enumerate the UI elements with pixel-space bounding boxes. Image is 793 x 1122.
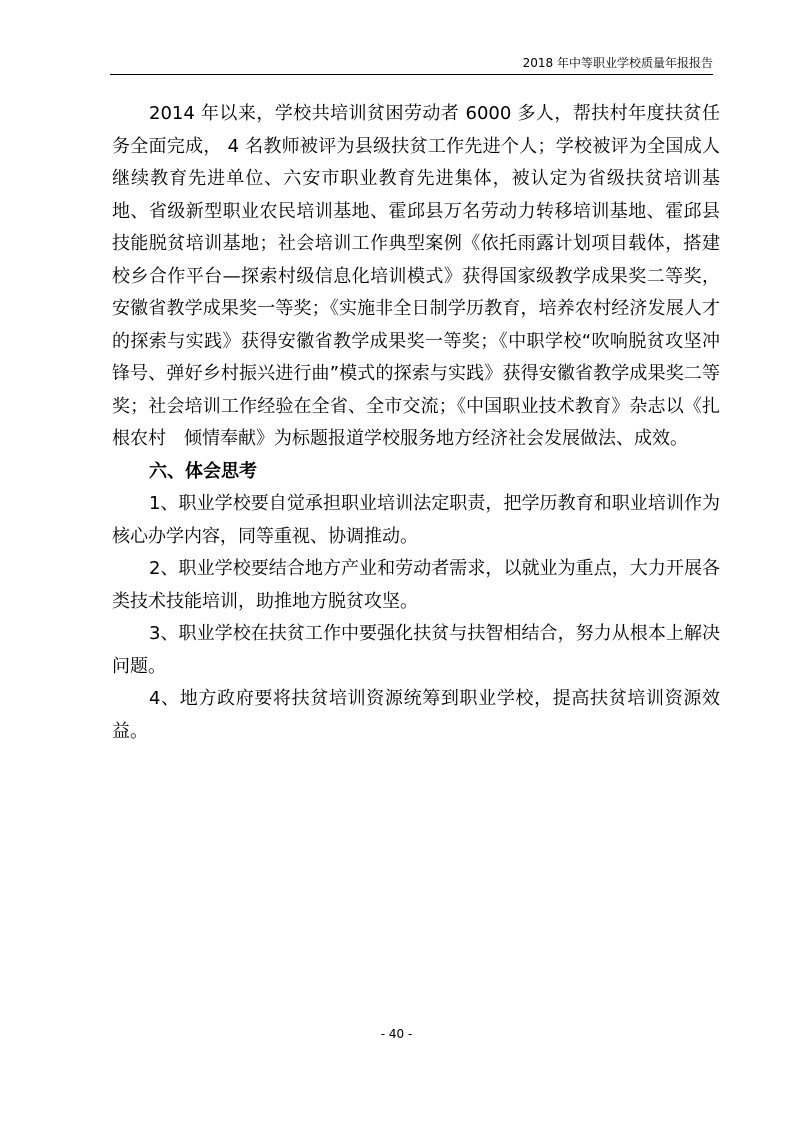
point-1-paragraph: 1、职业学校要自觉承担职业培训法定职责，把学历教育和职业培训作为核心办学内容，同等重视、协调推动。 [112, 493, 720, 547]
document-body [112, 98, 720, 748]
page-header [110, 52, 713, 75]
point-2-paragraph: 2、职业学校要结合地方产业和劳动者需求，以就业为重点，大力开展各类技术技能培训，助推地方脱贫攻坚。 [112, 558, 720, 612]
section-heading: 六、体会思考 [149, 460, 257, 482]
intro-paragraph: 2014 年以来，学校共培训贫困劳动者 6000 多人，帮扶村年度扶贫任务全面完成， 4 名教师被评为县级扶贫工作先进个人；学校被评为全国成人继续教育先进单位、六安市职业教育先进集体，被认定为省级扶贫培训基地、省级新型职业农民培训基地、霍邱县万名劳动力转移培训基地、霍邱县技能脱贫培训基地；社会培训工作典型案例《依托雨露计划项目载体，搭建校乡合作平台—探索村级信息化培训模式》获得国家级教学成果奖二等奖，安徽省教学成果奖一等奖；《实施非全日制学历教育，培养农村经济发展人才的探索与实践》获得安徽省教学成果奖一等奖；《中职学校“吹响脱贫攻坚冲锋号、弹好乡村振兴进行曲”模式的探索与实践》获得安徽省教学成果奖二等奖；社会培训工作经验在全省、全市交流；《中国职业技术教育》杂志以《扎根农村 倾情奉献》为标题报道学校服务地方经济社会发展做法、成效。 [112, 103, 720, 449]
point-4-paragraph: 4、地方政府要将扶贫培训资源统筹到职业学校，提高扶贫培训资源效益。 [112, 688, 720, 742]
page-number: - 40 - [380, 1027, 413, 1041]
point-3-paragraph: 3、职业学校在扶贫工作中要强化扶贫与扶智相结合，努力从根本上解决问题。 [112, 623, 720, 677]
header-title: 2018 年中等职业学校质量年报报告 [522, 56, 713, 70]
